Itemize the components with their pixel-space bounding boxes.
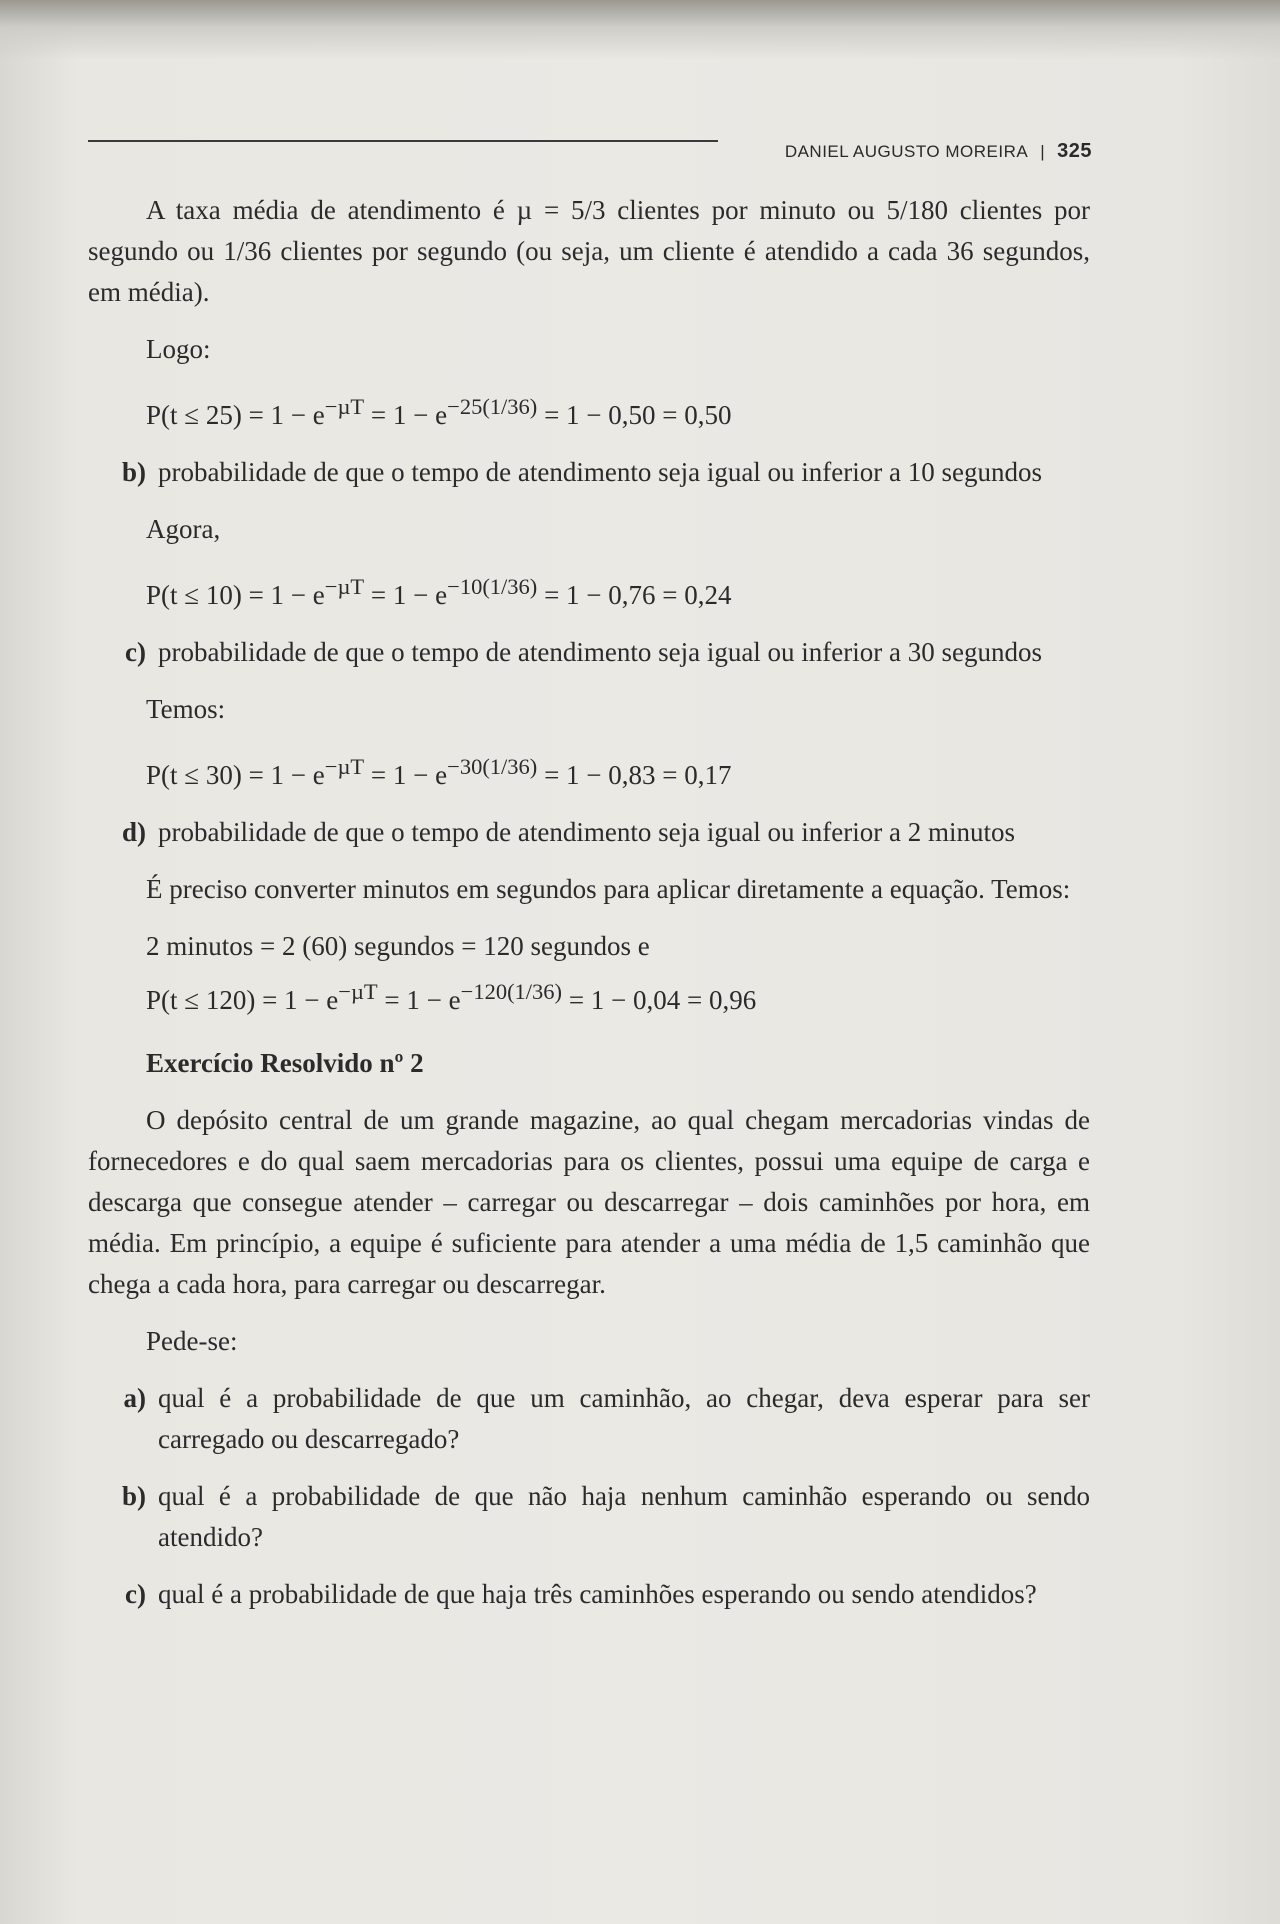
- equation-30s: [88, 746, 1090, 796]
- eq3-sup1: −µT: [324, 754, 365, 779]
- eq4-c: = 1 − 0,04 = 0,96: [562, 985, 757, 1015]
- item-letter: b): [121, 457, 146, 487]
- equation-10s: [88, 566, 1090, 616]
- item-letter: c): [125, 637, 146, 667]
- item-text: probabilidade de que o tempo de atendimento seja igual ou inferior a 10 segundos: [158, 457, 1042, 487]
- header-separator: |: [1040, 142, 1046, 161]
- paragraph-exercise: O depósito central de um grande magazine, ao qual chegam mercadorias vindas de fornecedores e do qual saem mercadorias para os clientes, possui uma equipe de carga e descarga que consegue atender – carregar ou descarregar – dois caminhões por hora, em média. Em princípio, a equipe é suficiente para atender a uma média de 1,5 caminhão que chega a cada hora, para carregar ou descarregar.: [88, 1105, 1090, 1299]
- item-text: probabilidade de que o tempo de atendimento seja igual ou inferior a 30 segundos: [158, 637, 1042, 667]
- eq3-b: = 1 − e: [364, 760, 448, 790]
- list-item-c: [88, 632, 1090, 673]
- eq1-a: P(t ≤ 25) = 1 − e: [146, 400, 325, 430]
- exercise-title: Exercício Resolvido nº 2: [146, 1048, 424, 1078]
- eq3-sup2: −30(1/36): [447, 754, 538, 779]
- item-text: probabilidade de que o tempo de atendimento seja igual ou inferior a 2 minutos: [158, 817, 1016, 847]
- eq4-a: P(t ≤ 120) = 1 − e: [146, 985, 339, 1015]
- label-logo: Logo:: [146, 334, 211, 364]
- eq1-c: = 1 − 0,50 = 0,50: [537, 400, 732, 430]
- item-letter: d): [121, 817, 146, 847]
- eq1-sup2: −25(1/36): [447, 394, 538, 419]
- question-b: [88, 1476, 1090, 1558]
- item-text: qual é a probabilidade de que não haja nenhum caminhão esperando ou sendo atendido?: [158, 1481, 1090, 1552]
- equation-25s: [88, 386, 1090, 436]
- list-item-d: [88, 812, 1090, 853]
- conversion-line: 2 minutos = 2 (60) segundos = 120 segundos e: [146, 931, 650, 961]
- eq1-b: = 1 − e: [364, 400, 448, 430]
- label-temos: Temos:: [146, 694, 226, 724]
- eq1-sup1: −µT: [324, 394, 365, 419]
- eq3-a: P(t ≤ 30) = 1 − e: [146, 760, 325, 790]
- label-agora: Agora,: [146, 514, 221, 544]
- item-text: qual é a probabilidade de que haja três caminhões esperando ou sendo atendidos?: [158, 1579, 1037, 1609]
- paragraph-service-rate: A taxa média de atendimento é µ = 5/3 clientes por minuto ou 5/180 clientes por segundo ou 1/36 clientes por segundo (ou seja, um cliente é atendido a cada 36 segundos, em média).: [88, 195, 1090, 307]
- eq4-sup2: −120(1/36): [460, 979, 563, 1004]
- item-letter: b): [121, 1481, 146, 1511]
- label-pedese: Pede-se:: [146, 1326, 238, 1356]
- item-text: qual é a probabilidade de que um caminhão, ao chegar, deva esperar para ser carregado ou descarregado?: [158, 1383, 1090, 1454]
- list-item-b: [88, 452, 1090, 493]
- eq2-sup1: −µT: [324, 574, 365, 599]
- eq2-c: = 1 − 0,76 = 0,24: [537, 580, 732, 610]
- paragraph-convert: É preciso converter minutos em segundos para aplicar diretamente a equação. Temos:: [146, 874, 1071, 904]
- eq2-b: = 1 − e: [364, 580, 448, 610]
- item-letter: c): [125, 1579, 146, 1609]
- eq2-sup2: −10(1/36): [447, 574, 538, 599]
- item-letter: a): [123, 1383, 146, 1413]
- page-top-shadow: [0, 0, 1280, 60]
- running-header: [740, 140, 1092, 163]
- header-rule: [88, 140, 718, 142]
- eq2-a: P(t ≤ 10) = 1 − e: [146, 580, 325, 610]
- page-content: [88, 190, 1090, 1615]
- page-number: 325: [1057, 140, 1092, 162]
- eq3-c: = 1 − 0,83 = 0,17: [537, 760, 732, 790]
- question-a: [88, 1378, 1090, 1460]
- header-author: DANIEL AUGUSTO MOREIRA: [784, 142, 1029, 161]
- eq4-b: = 1 − e: [377, 985, 461, 1015]
- question-c: [88, 1574, 1090, 1615]
- eq4-sup1: −µT: [338, 979, 378, 1004]
- equation-120s: [88, 971, 1090, 1021]
